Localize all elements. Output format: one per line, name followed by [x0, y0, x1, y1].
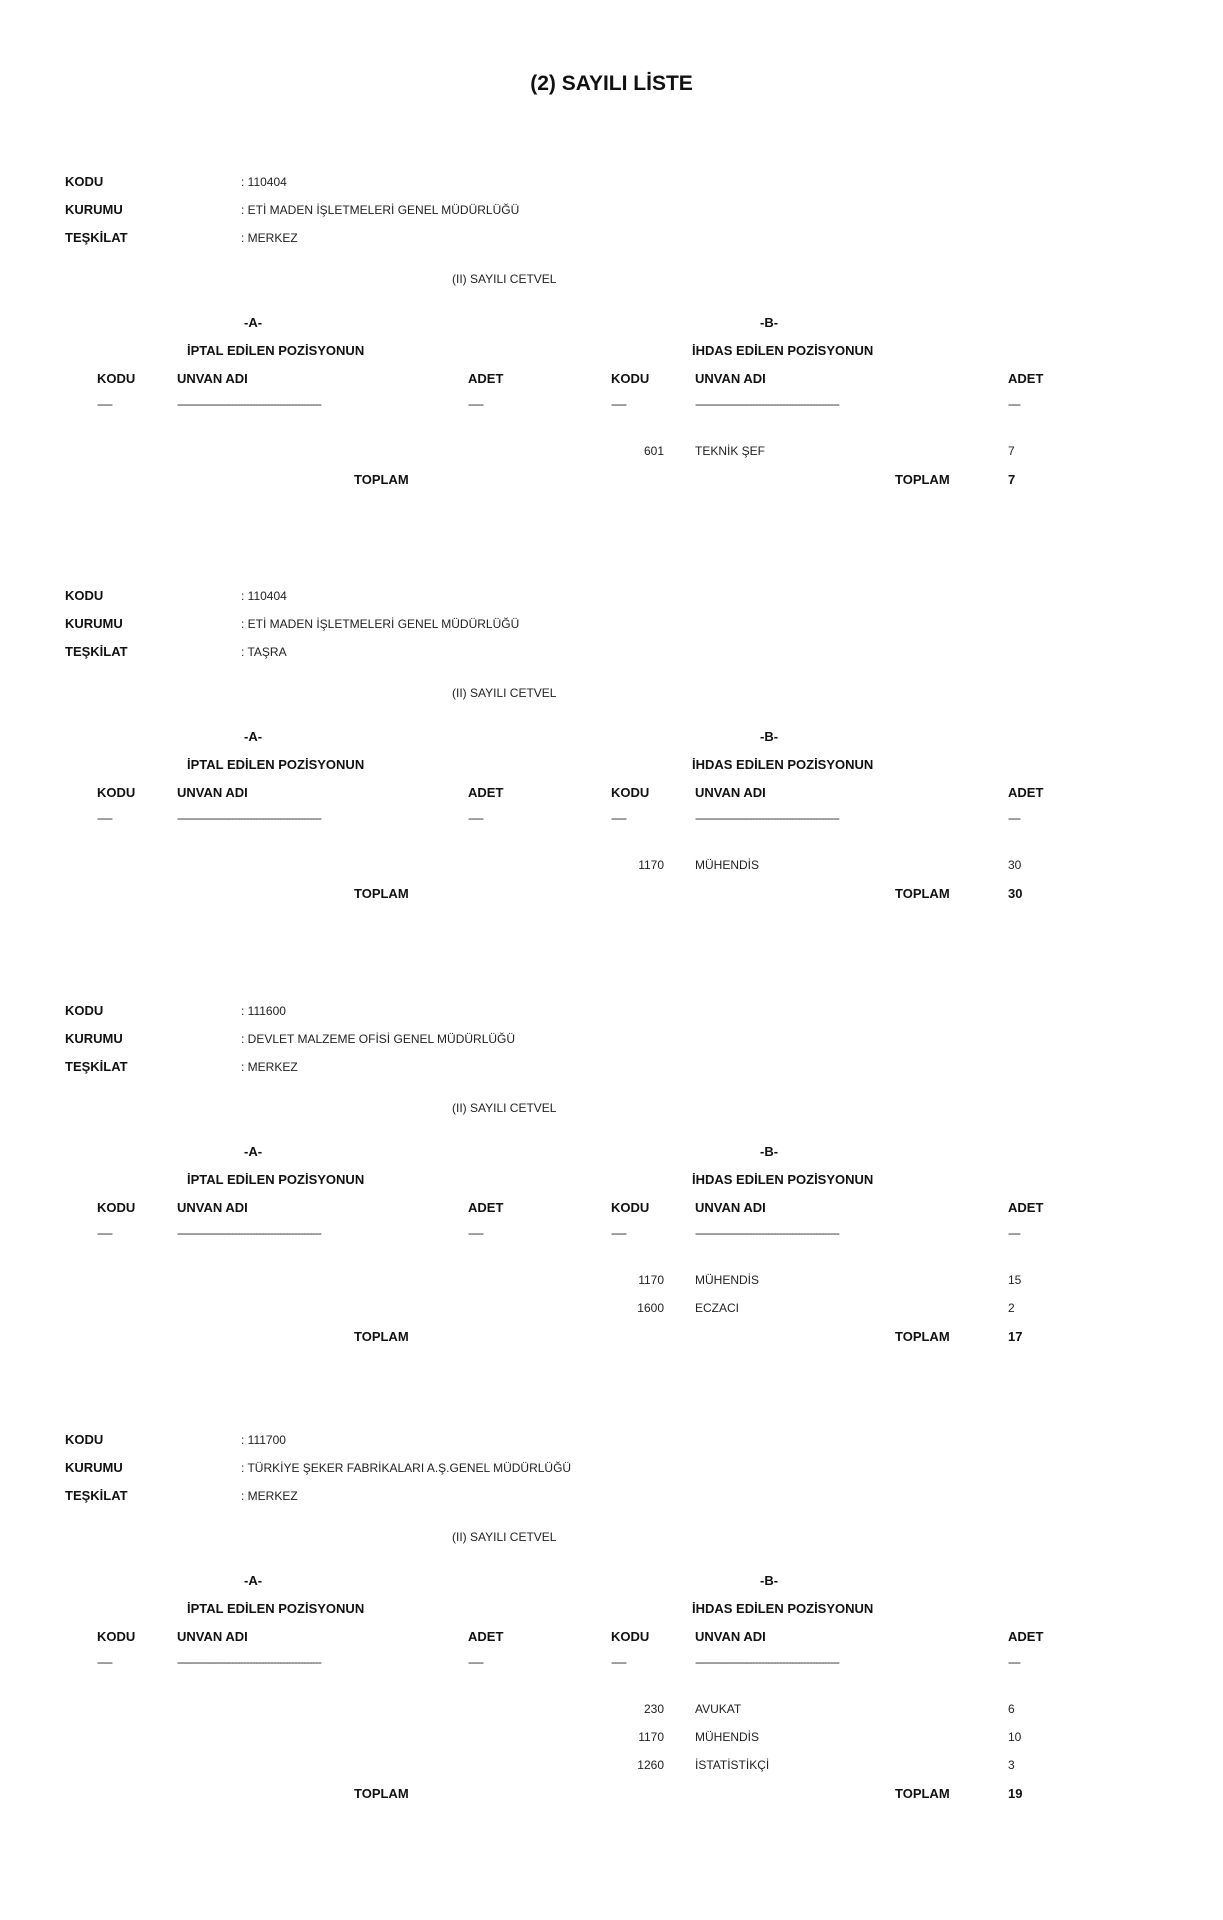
a-adet-separator: ----- — [468, 397, 483, 411]
a-total-label: TOPLAM — [354, 1329, 409, 1344]
row-adet: 7 — [1008, 444, 1015, 458]
column-b-letter: -B- — [760, 315, 779, 330]
a-unvan-separator: ------------------------------------------------ — [177, 1655, 321, 1669]
a-unvan-separator: ------------------------------------------------ — [177, 1226, 321, 1240]
b-kodu-separator: ----- — [611, 811, 626, 825]
b-unvan-header: UNVAN ADI — [695, 1629, 766, 1644]
a-kodu-separator: ----- — [97, 1655, 112, 1669]
kodu-label: KODU — [65, 1432, 104, 1447]
b-total-value: 17 — [1008, 1329, 1023, 1344]
b-unvan-header: UNVAN ADI — [695, 1200, 766, 1215]
kodu-value: : 111700 — [241, 1433, 286, 1447]
a-unvan-separator: ------------------------------------------------ — [177, 811, 321, 825]
kodu-value: : 111600 — [241, 1004, 286, 1018]
kodu-label: KODU — [65, 588, 104, 603]
a-kodu-header: KODU — [97, 1200, 136, 1215]
row-kodu: 1170 — [638, 1273, 664, 1287]
position-section — [0, 174, 1223, 594]
b-kodu-separator: ----- — [611, 397, 626, 411]
row-adet: 10 — [1008, 1730, 1022, 1744]
teskilat-value: : MERKEZ — [241, 1489, 298, 1503]
row-adet: 6 — [1008, 1702, 1015, 1716]
teskilat-value: : MERKEZ — [241, 1060, 298, 1074]
kurumu-label: KURUMU — [65, 1460, 123, 1475]
column-a-letter: -A- — [244, 315, 263, 330]
teskilat-label: TEŞKİLAT — [65, 644, 128, 659]
b-unvan-separator: ------------------------------------------------ — [695, 397, 839, 411]
a-adet-header: ADET — [468, 371, 504, 386]
kurumu-value: : TÜRKİYE ŞEKER FABRİKALARI A.Ş.GENEL MÜDÜRLÜĞÜ — [241, 1461, 572, 1475]
a-kodu-header: KODU — [97, 371, 136, 386]
kurumu-label: KURUMU — [65, 202, 123, 217]
b-total-label: TOPLAM — [895, 472, 950, 487]
b-unvan-separator: ------------------------------------------------ — [695, 1226, 839, 1240]
position-section — [0, 1432, 1223, 1852]
cancelled-positions-heading: İPTAL EDİLEN POZİSYONUN — [187, 1601, 365, 1616]
column-a-letter: -A- — [244, 729, 263, 744]
a-kodu-separator: ----- — [97, 397, 112, 411]
teskilat-label: TEŞKİLAT — [65, 1488, 128, 1503]
b-total-label: TOPLAM — [895, 1786, 950, 1801]
b-unvan-separator: ------------------------------------------------ — [695, 1655, 839, 1669]
b-kodu-separator: ----- — [611, 1226, 626, 1240]
teskilat-value: : TAŞRA — [241, 645, 287, 659]
kurumu-label: KURUMU — [65, 1031, 123, 1046]
row-unvan: ECZACI — [695, 1301, 740, 1315]
created-positions-heading: İHDAS EDİLEN POZİSYONUN — [692, 1172, 874, 1187]
teskilat-label: TEŞKİLAT — [65, 1059, 128, 1074]
b-adet-separator: ---- — [1008, 1226, 1020, 1240]
a-adet-header: ADET — [468, 1629, 504, 1644]
kurumu-value: : DEVLET MALZEME OFİSİ GENEL MÜDÜRLÜĞÜ — [241, 1032, 516, 1046]
b-adet-separator: ---- — [1008, 811, 1020, 825]
row-adet: 15 — [1008, 1273, 1022, 1287]
a-kodu-separator: ----- — [97, 1226, 112, 1240]
row-kodu: 1170 — [638, 1730, 664, 1744]
a-adet-header: ADET — [468, 785, 504, 800]
cetvel-title: (II) SAYILI CETVEL — [452, 272, 557, 286]
column-b-letter: -B- — [760, 1144, 779, 1159]
a-unvan-header: UNVAN ADI — [177, 785, 248, 800]
created-positions-heading: İHDAS EDİLEN POZİSYONUN — [692, 343, 874, 358]
b-total-label: TOPLAM — [895, 886, 950, 901]
column-b-letter: -B- — [760, 729, 779, 744]
a-kodu-separator: ----- — [97, 811, 112, 825]
b-adet-header: ADET — [1008, 785, 1044, 800]
b-kodu-header: KODU — [611, 785, 650, 800]
kurumu-value: : ETİ MADEN İŞLETMELERİ GENEL MÜDÜRLÜĞÜ — [241, 203, 520, 217]
b-kodu-separator: ----- — [611, 1655, 626, 1669]
a-adet-separator: ----- — [468, 811, 483, 825]
a-total-label: TOPLAM — [354, 1786, 409, 1801]
page-title: (2) SAYILI LİSTE — [530, 72, 693, 95]
cancelled-positions-heading: İPTAL EDİLEN POZİSYONUN — [187, 1172, 365, 1187]
cancelled-positions-heading: İPTAL EDİLEN POZİSYONUN — [187, 757, 365, 772]
a-kodu-header: KODU — [97, 785, 136, 800]
b-kodu-header: KODU — [611, 1629, 650, 1644]
b-adet-header: ADET — [1008, 1629, 1044, 1644]
a-total-label: TOPLAM — [354, 472, 409, 487]
b-unvan-header: UNVAN ADI — [695, 371, 766, 386]
row-kodu: 1600 — [637, 1301, 664, 1315]
row-unvan: MÜHENDİS — [695, 858, 760, 872]
b-unvan-header: UNVAN ADI — [695, 785, 766, 800]
a-adet-separator: ----- — [468, 1226, 483, 1240]
a-adet-separator: ----- — [468, 1655, 483, 1669]
column-a-letter: -A- — [244, 1573, 263, 1588]
row-kodu: 601 — [643, 444, 664, 458]
cetvel-title: (II) SAYILI CETVEL — [452, 1101, 557, 1115]
b-total-label: TOPLAM — [895, 1329, 950, 1344]
row-kodu: 230 — [643, 1702, 664, 1716]
created-positions-heading: İHDAS EDİLEN POZİSYONUN — [692, 1601, 874, 1616]
created-positions-heading: İHDAS EDİLEN POZİSYONUN — [692, 757, 874, 772]
teskilat-value: : MERKEZ — [241, 231, 298, 245]
b-adet-separator: ---- — [1008, 397, 1020, 411]
cetvel-title: (II) SAYILI CETVEL — [452, 686, 557, 700]
row-unvan: İSTATİSTİKÇİ — [695, 1758, 770, 1772]
column-a-letter: -A- — [244, 1144, 263, 1159]
cancelled-positions-heading: İPTAL EDİLEN POZİSYONUN — [187, 343, 365, 358]
row-kodu: 1170 — [638, 858, 664, 872]
b-adet-separator: ---- — [1008, 1655, 1020, 1669]
row-adet: 30 — [1008, 858, 1022, 872]
a-kodu-header: KODU — [97, 1629, 136, 1644]
row-unvan: TEKNİK ŞEF — [695, 444, 766, 458]
b-total-value: 7 — [1008, 472, 1016, 487]
kodu-value: : 110404 — [241, 589, 287, 603]
kodu-value: : 110404 — [241, 175, 287, 189]
row-unvan: AVUKAT — [695, 1702, 742, 1716]
cetvel-title: (II) SAYILI CETVEL — [452, 1530, 557, 1544]
kurumu-value: : ETİ MADEN İŞLETMELERİ GENEL MÜDÜRLÜĞÜ — [241, 617, 520, 631]
b-kodu-header: KODU — [611, 371, 650, 386]
a-total-label: TOPLAM — [354, 886, 409, 901]
row-adet: 3 — [1008, 1758, 1015, 1772]
a-unvan-separator: ------------------------------------------------ — [177, 397, 321, 411]
b-adet-header: ADET — [1008, 1200, 1044, 1215]
b-adet-header: ADET — [1008, 371, 1044, 386]
row-unvan: MÜHENDİS — [695, 1730, 760, 1744]
kurumu-label: KURUMU — [65, 616, 123, 631]
kodu-label: KODU — [65, 1003, 104, 1018]
position-section — [0, 1003, 1223, 1423]
row-adet: 2 — [1008, 1301, 1015, 1315]
kodu-label: KODU — [65, 174, 104, 189]
b-total-value: 19 — [1008, 1786, 1023, 1801]
b-kodu-header: KODU — [611, 1200, 650, 1215]
row-unvan: MÜHENDİS — [695, 1273, 760, 1287]
a-unvan-header: UNVAN ADI — [177, 1629, 248, 1644]
row-kodu: 1260 — [637, 1758, 664, 1772]
a-adet-header: ADET — [468, 1200, 504, 1215]
column-b-letter: -B- — [760, 1573, 779, 1588]
a-unvan-header: UNVAN ADI — [177, 1200, 248, 1215]
b-unvan-separator: ------------------------------------------------ — [695, 811, 839, 825]
a-unvan-header: UNVAN ADI — [177, 371, 248, 386]
b-total-value: 30 — [1008, 886, 1023, 901]
teskilat-label: TEŞKİLAT — [65, 230, 128, 245]
position-section — [0, 588, 1223, 1008]
